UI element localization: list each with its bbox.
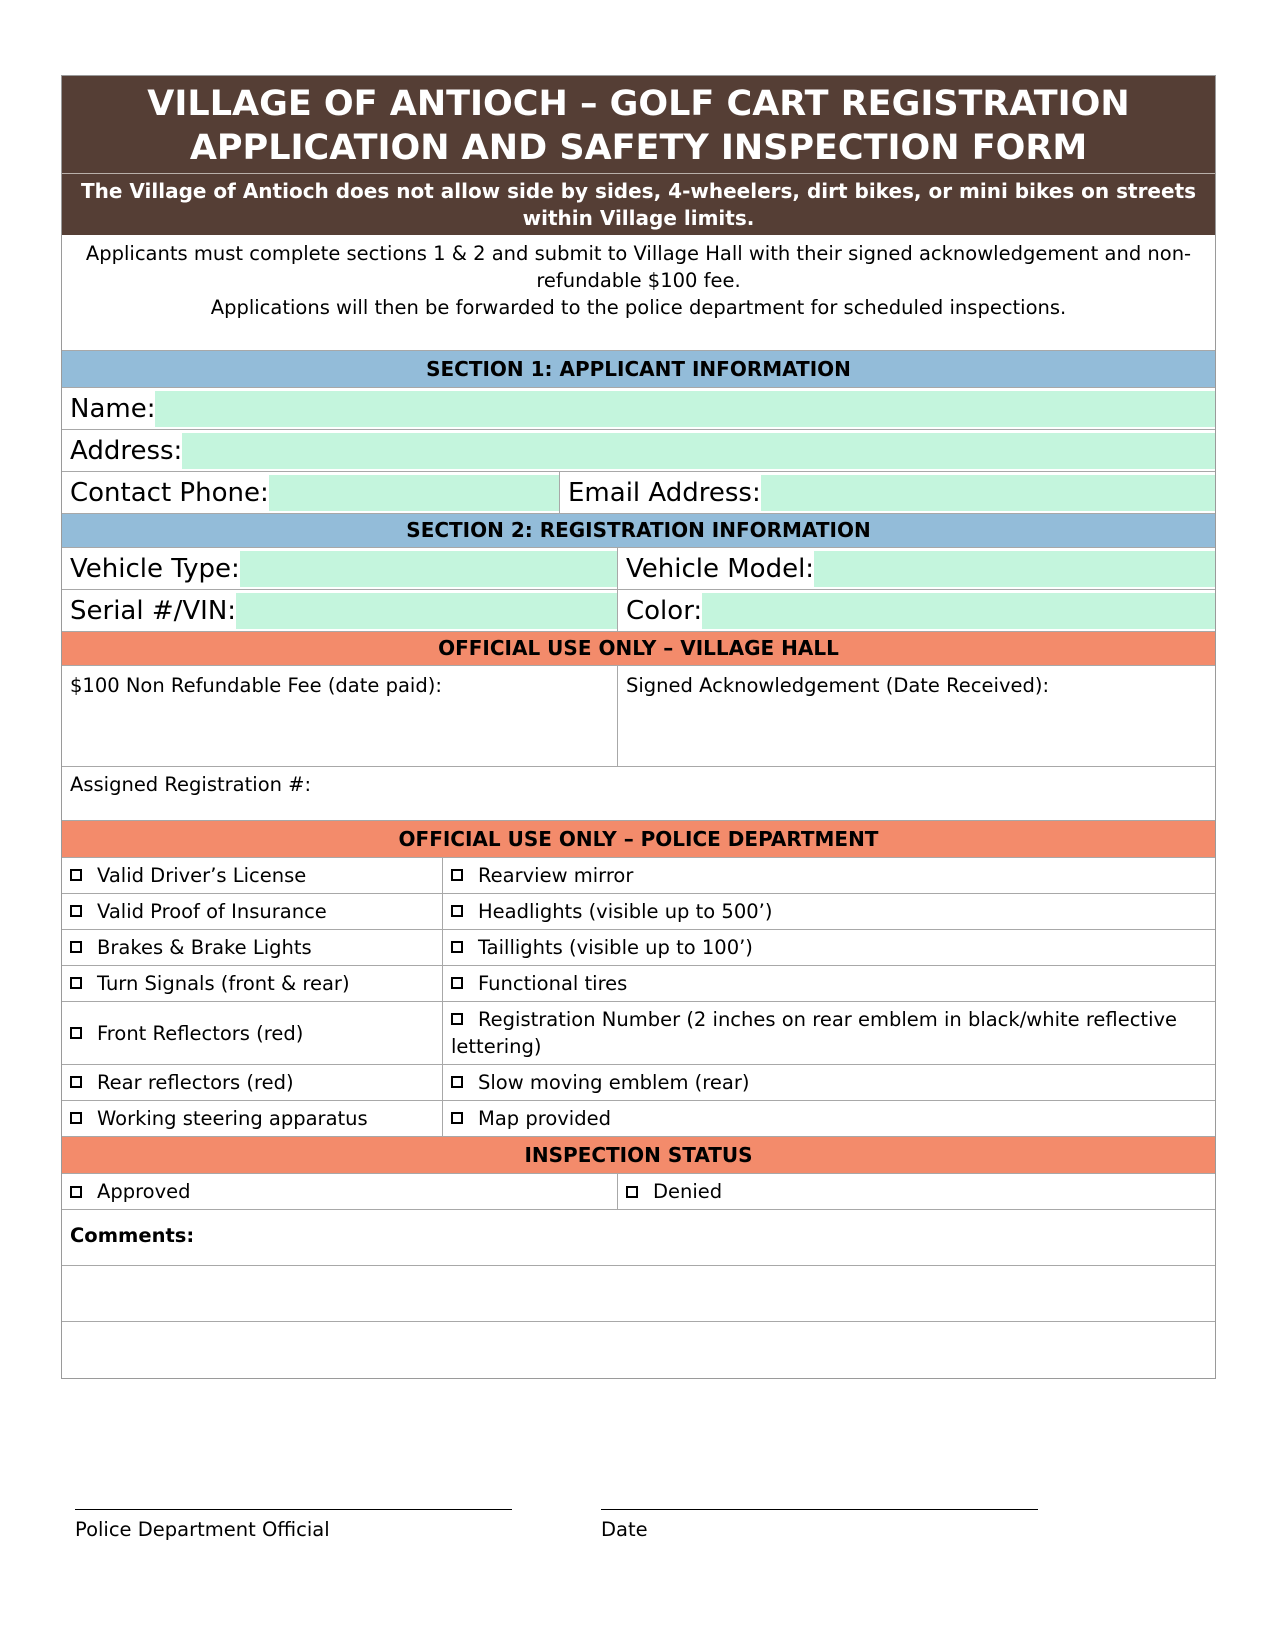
vehicle-row [62, 548, 1215, 590]
checklist-item-content [451, 1006, 1209, 1060]
form-header [62, 76, 1215, 235]
official-signature [75, 1509, 512, 1541]
checklist-item-content [70, 1105, 368, 1132]
police-heading: OFFICIAL USE ONLY – POLICE DEPARTMENT [62, 821, 1215, 858]
denied-checkbox[interactable] [626, 1186, 638, 1198]
checkbox[interactable] [70, 905, 82, 917]
address-label: Address: [70, 435, 183, 466]
checklist-item-label: Rear reflectors (red) [97, 1071, 294, 1094]
checkbox[interactable] [451, 977, 463, 989]
checklist-item-content [451, 862, 633, 889]
checklist-item-label: Working steering apparatus [97, 1107, 368, 1130]
instructions [62, 235, 1215, 351]
approved-cell[interactable] [62, 1174, 617, 1209]
checklist-row [62, 894, 1215, 930]
address-cell [62, 430, 1215, 471]
village-hall-heading: OFFICIAL USE ONLY – VILLAGE HALL [62, 632, 1215, 666]
address-field[interactable] [182, 433, 1215, 469]
checklist-item[interactable] [442, 1101, 1215, 1136]
fee-cell[interactable] [62, 666, 617, 766]
checklist-row [62, 1101, 1215, 1137]
color-cell [617, 590, 1215, 631]
checkbox[interactable] [70, 1112, 82, 1124]
denied-cell[interactable] [617, 1174, 1215, 1209]
checklist-row [62, 966, 1215, 1002]
checklist-item-label: Rearview mirror [478, 864, 634, 887]
approved-label: Approved [97, 1180, 191, 1203]
color-label: Color: [626, 595, 703, 626]
checkbox[interactable] [451, 1112, 463, 1124]
instructions-line-2: Applications will then be forwarded to the police department for scheduled inspections. [210, 296, 1067, 319]
checklist-item-content [451, 970, 627, 997]
email-cell [559, 472, 1215, 513]
name-field[interactable] [155, 391, 1215, 427]
vehicle-type-cell [62, 548, 617, 589]
checklist-item[interactable] [442, 1002, 1215, 1064]
checklist-item-label: Slow moving emblem (rear) [478, 1071, 750, 1094]
contact-row [62, 472, 1215, 514]
serial-row [62, 590, 1215, 632]
vehicle-type-field[interactable] [240, 551, 617, 587]
checklist-item[interactable] [62, 1002, 442, 1064]
checklist-item-label: Functional tires [478, 972, 628, 995]
section-2-heading: SECTION 2: REGISTRATION INFORMATION [62, 514, 1215, 548]
checklist-item-content [451, 898, 772, 925]
checklist-item-label: Headlights (visible up to 500’) [478, 900, 773, 923]
name-label: Name: [70, 393, 156, 424]
checklist-item-content [70, 970, 350, 997]
checklist-item-content [70, 1069, 294, 1096]
serial-label: Serial #/VIN: [70, 595, 237, 626]
date-signature-label: Date [601, 1518, 648, 1541]
checklist-item[interactable] [442, 930, 1215, 965]
name-cell [62, 388, 1215, 429]
acknowledgement-cell[interactable] [617, 666, 1215, 766]
checklist-item-content [451, 1069, 749, 1096]
checklist-item-label: Turn Signals (front & rear) [97, 972, 350, 995]
vehicle-model-label: Vehicle Model: [626, 553, 815, 584]
checklist-item-label: Registration Number (2 inches on rear emblem in black/white reflective lettering) [451, 1008, 1178, 1058]
checklist-item-content [70, 934, 312, 961]
checklist-row [62, 1065, 1215, 1101]
checklist-item-content [70, 1020, 303, 1047]
phone-field[interactable] [269, 475, 559, 511]
checklist-item[interactable] [442, 858, 1215, 893]
form-title: VILLAGE OF ANTIOCH – GOLF CART REGISTRATION APPLICATION AND SAFETY INSPECTION FORM [62, 76, 1215, 174]
inspection-status-heading: INSPECTION STATUS [62, 1137, 1215, 1174]
restriction-notice: The Village of Antioch does not allow side by sides, 4-wheelers, dirt bikes, or mini bikes on streets within Village limits. [80, 179, 1197, 230]
checklist-item-content [70, 898, 327, 925]
checklist-item-label: Brakes & Brake Lights [97, 936, 312, 959]
checkbox[interactable] [70, 941, 82, 953]
checklist-item[interactable] [62, 1065, 442, 1100]
vehicle-type-label: Vehicle Type: [70, 553, 240, 584]
comments-row [62, 1210, 1215, 1266]
serial-cell [62, 590, 617, 631]
checklist-item[interactable] [442, 894, 1215, 929]
name-row [62, 388, 1215, 430]
checklist-item-content [70, 862, 306, 889]
checkbox[interactable] [70, 1027, 82, 1039]
checklist-item[interactable] [62, 966, 442, 1001]
checkbox[interactable] [451, 1076, 463, 1088]
checklist-row [62, 1002, 1215, 1065]
comments-label: Comments: [70, 1224, 195, 1247]
checklist-item-content [451, 1105, 611, 1132]
checkbox[interactable] [70, 1076, 82, 1088]
checklist-item-label: Valid Driver’s License [97, 864, 307, 887]
approved-checkbox[interactable] [70, 1186, 82, 1198]
email-label: Email Address: [568, 477, 761, 508]
status-row [62, 1174, 1215, 1210]
checklist-row [62, 930, 1215, 966]
checklist-item-label: Valid Proof of Insurance [97, 900, 327, 923]
date-signature [601, 1509, 1038, 1541]
registration-form [61, 75, 1216, 1379]
serial-field[interactable] [236, 593, 617, 629]
comments-line-2[interactable] [62, 1322, 1215, 1378]
registration-number-row [62, 767, 1215, 821]
registration-number-label: Assigned Registration #: [70, 773, 312, 796]
checklist-row [62, 858, 1215, 894]
color-field[interactable] [702, 593, 1215, 629]
official-signature-label: Police Department Official [75, 1518, 330, 1541]
vehicle-model-cell [617, 548, 1215, 589]
checkbox[interactable] [451, 1013, 463, 1025]
checkbox[interactable] [451, 941, 463, 953]
date-signature-line[interactable] [601, 1509, 1038, 1510]
checklist-item[interactable] [62, 894, 442, 929]
address-row [62, 430, 1215, 472]
village-hall-row [62, 666, 1215, 767]
phone-cell [62, 472, 559, 513]
instructions-line-1: Applicants must complete sections 1 & 2 and submit to Village Hall with their signed acknowledgement and non-refundable $100 fee. [85, 242, 1192, 292]
checkbox[interactable] [70, 869, 82, 881]
checkbox[interactable] [451, 905, 463, 917]
checklist-item[interactable] [442, 1065, 1215, 1100]
denied-label: Denied [653, 1180, 723, 1203]
official-signature-line[interactable] [75, 1509, 512, 1510]
checklist-item-label: Front Reflectors (red) [97, 1021, 304, 1045]
checklist-item[interactable] [62, 1101, 442, 1136]
inspection-checklist [62, 858, 1215, 1137]
registration-number-cell[interactable] [62, 767, 1215, 820]
checklist-item[interactable] [62, 930, 442, 965]
section-1-heading: SECTION 1: APPLICANT INFORMATION [62, 351, 1215, 388]
checklist-item-label: Taillights (visible up to 100’) [478, 936, 753, 959]
phone-label: Contact Phone: [70, 477, 269, 508]
checklist-item[interactable] [442, 966, 1215, 1001]
checklist-item[interactable] [62, 858, 442, 893]
checklist-item-label: Map provided [478, 1107, 611, 1130]
fee-label: $100 Non Refundable Fee (date paid): [70, 674, 442, 697]
comments-line-1[interactable] [62, 1266, 1215, 1322]
acknowledgement-label: Signed Acknowledgement (Date Received): [626, 674, 1050, 697]
vehicle-model-field[interactable] [814, 551, 1215, 587]
email-field[interactable] [761, 475, 1215, 511]
checkbox[interactable] [451, 869, 463, 881]
checklist-item-content [451, 934, 753, 961]
checkbox[interactable] [70, 977, 82, 989]
